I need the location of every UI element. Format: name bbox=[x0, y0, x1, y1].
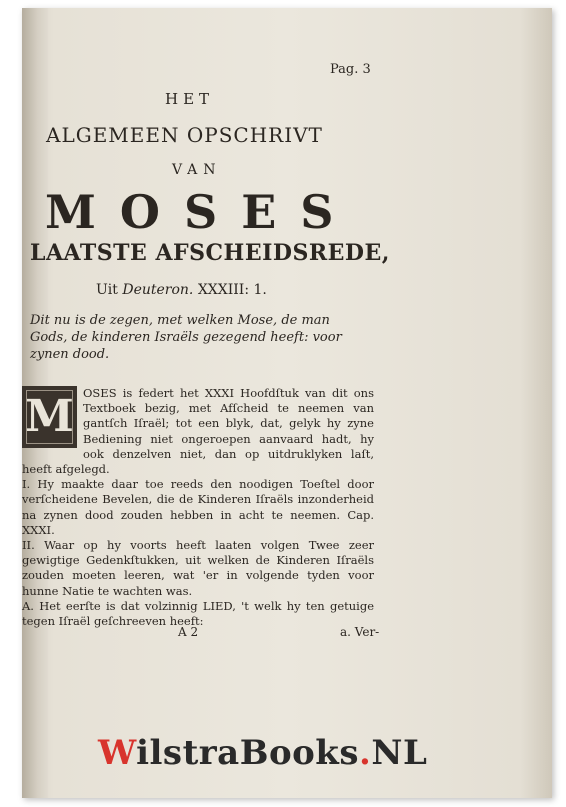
paragraph-4: A. Het eerſte is dat volzinnig LIED, 't welk hy ten getuige tegen Iſraël geſchreeven heeft: bbox=[22, 598, 374, 629]
heading-moses: MOSES bbox=[45, 185, 358, 239]
source-book: Deuteron. bbox=[122, 282, 194, 298]
scripture-reference bbox=[96, 282, 267, 298]
intro-text bbox=[30, 312, 375, 363]
watermark-suffix: NL bbox=[371, 733, 428, 773]
heading-algemeen: ALGEMEEN OPSCHRIVT bbox=[46, 123, 323, 147]
heading-laatste: LAATSTE AFSCHEIDSREDE, bbox=[30, 240, 390, 266]
paragraph-1: OSES is federt het XXXI Hoofdſtuk van dit ons Textboek bezig, met Afſcheid te neemen van gantſch Iſraël; tot een blyk, dat, gelyk hy zyne Bediening niet ongeroepen aanvaard hadt, hy ook denzelven niet, dan op uitdruklyken laſt, heeft afgelegd. bbox=[22, 386, 374, 477]
watermark-w: W bbox=[98, 733, 137, 773]
source-ref: XXXIII: 1. bbox=[197, 282, 267, 298]
body-text bbox=[22, 386, 374, 629]
page-number: Pag. 3 bbox=[330, 62, 371, 77]
paragraph-3: II. Waar op hy voorts heeft laaten volgen Twee zeer gewigtige Gedenkſtukken, uit welken de Kinderen Iſraëls zouden moeten leeren, wat 'er in volgende tyden voor hunne Natie te wachten was. bbox=[22, 538, 374, 598]
signature-mark: A 2 bbox=[178, 625, 199, 639]
watermark-dot: . bbox=[359, 733, 372, 773]
watermark-text: ilstraBooks bbox=[136, 733, 360, 773]
dropcap-ornament bbox=[22, 386, 77, 448]
watermark-logo bbox=[98, 733, 427, 773]
intro-line: zynen dood. bbox=[30, 347, 110, 362]
catchword: a. Ver- bbox=[340, 625, 380, 639]
heading-het: HET bbox=[165, 90, 215, 108]
heading-van: VAN bbox=[172, 162, 222, 178]
dropcap-letter: M bbox=[25, 391, 74, 442]
paragraph-2: I. Hy maakte daar toe reeds den noodigen Toeſtel door verſcheidene Bevelen, die de Kinderen Iſraëls inzonderheid na zynen dood zouden hebben in acht te neemen. Cap. XXXI. bbox=[22, 477, 374, 537]
intro-line: Gods, de kinderen Israëls gezegend heeft: voor bbox=[30, 330, 342, 345]
source-uit: Uit bbox=[96, 282, 118, 298]
intro-line: Dit nu is de zegen, met welken Mose, de man bbox=[30, 313, 330, 328]
